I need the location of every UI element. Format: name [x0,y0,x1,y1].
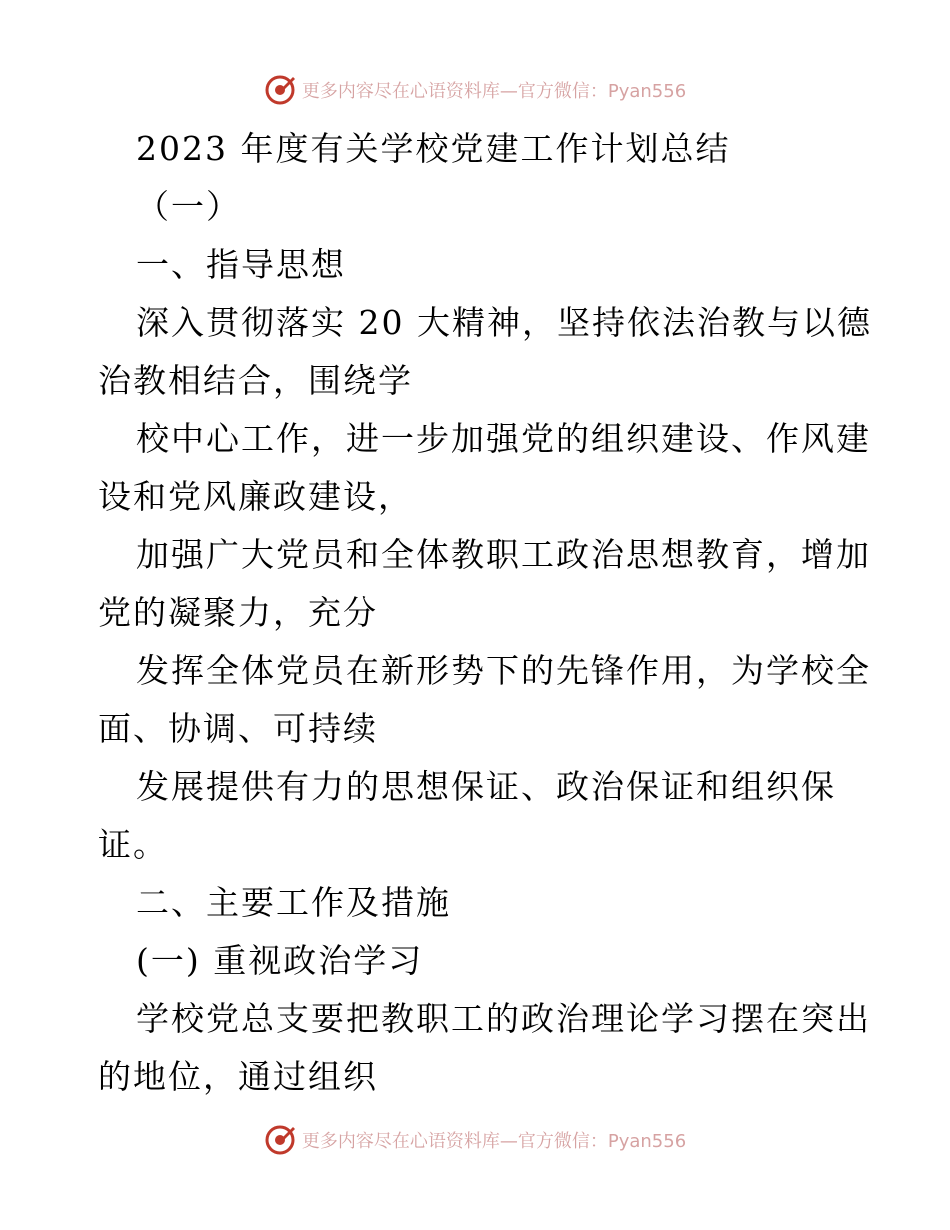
document-title: 2023 年度有关学校党建工作计划总结 [136,129,731,168]
paragraph-line: 面、协调、可持续 [98,709,378,748]
section-heading: 一、指导思想 [136,245,346,284]
library-logo-icon [264,1124,296,1156]
paragraph-line: 发挥全体党员在新形势下的先锋作用，为学校全 [136,651,871,690]
banner-text: 更多内容尽在心语资料库—官方微信：Pyan556 [301,1131,687,1152]
paragraph-line: 证。 [98,825,168,864]
paragraph-line: 加强广大党员和全体教职工政治思想教育，增加 [136,535,871,574]
banner-text: 更多内容尽在心语资料库—官方微信：Pyan556 [301,81,687,102]
paragraph-line: 校中心工作，进一步加强党的组织建设、作风建 [136,419,871,458]
paragraph-line: 设和党风廉政建设， [98,477,413,516]
paragraph-line: 党的凝聚力，充分 [98,593,378,632]
paragraph-line: 的地位，通过组织 [98,1057,378,1096]
library-logo-icon [264,74,296,106]
part-label: （一） [136,187,241,226]
footer-banner [0,1120,950,1160]
paragraph-line: 深入贯彻落实 20 大精神，坚持依法治教与以德 [136,303,872,342]
subsection-heading: (一) 重视政治学习 [136,941,424,980]
paragraph-line: 学校党总支要把教职工的政治理论学习摆在突出 [136,999,871,1038]
section-heading: 二、主要工作及措施 [136,883,451,922]
paragraph-line: 发展提供有力的思想保证、政治保证和组织保 [136,767,836,806]
document-body [98,120,872,1106]
header-banner [0,70,950,110]
paragraph-line: 治教相结合，围绕学 [98,361,413,400]
